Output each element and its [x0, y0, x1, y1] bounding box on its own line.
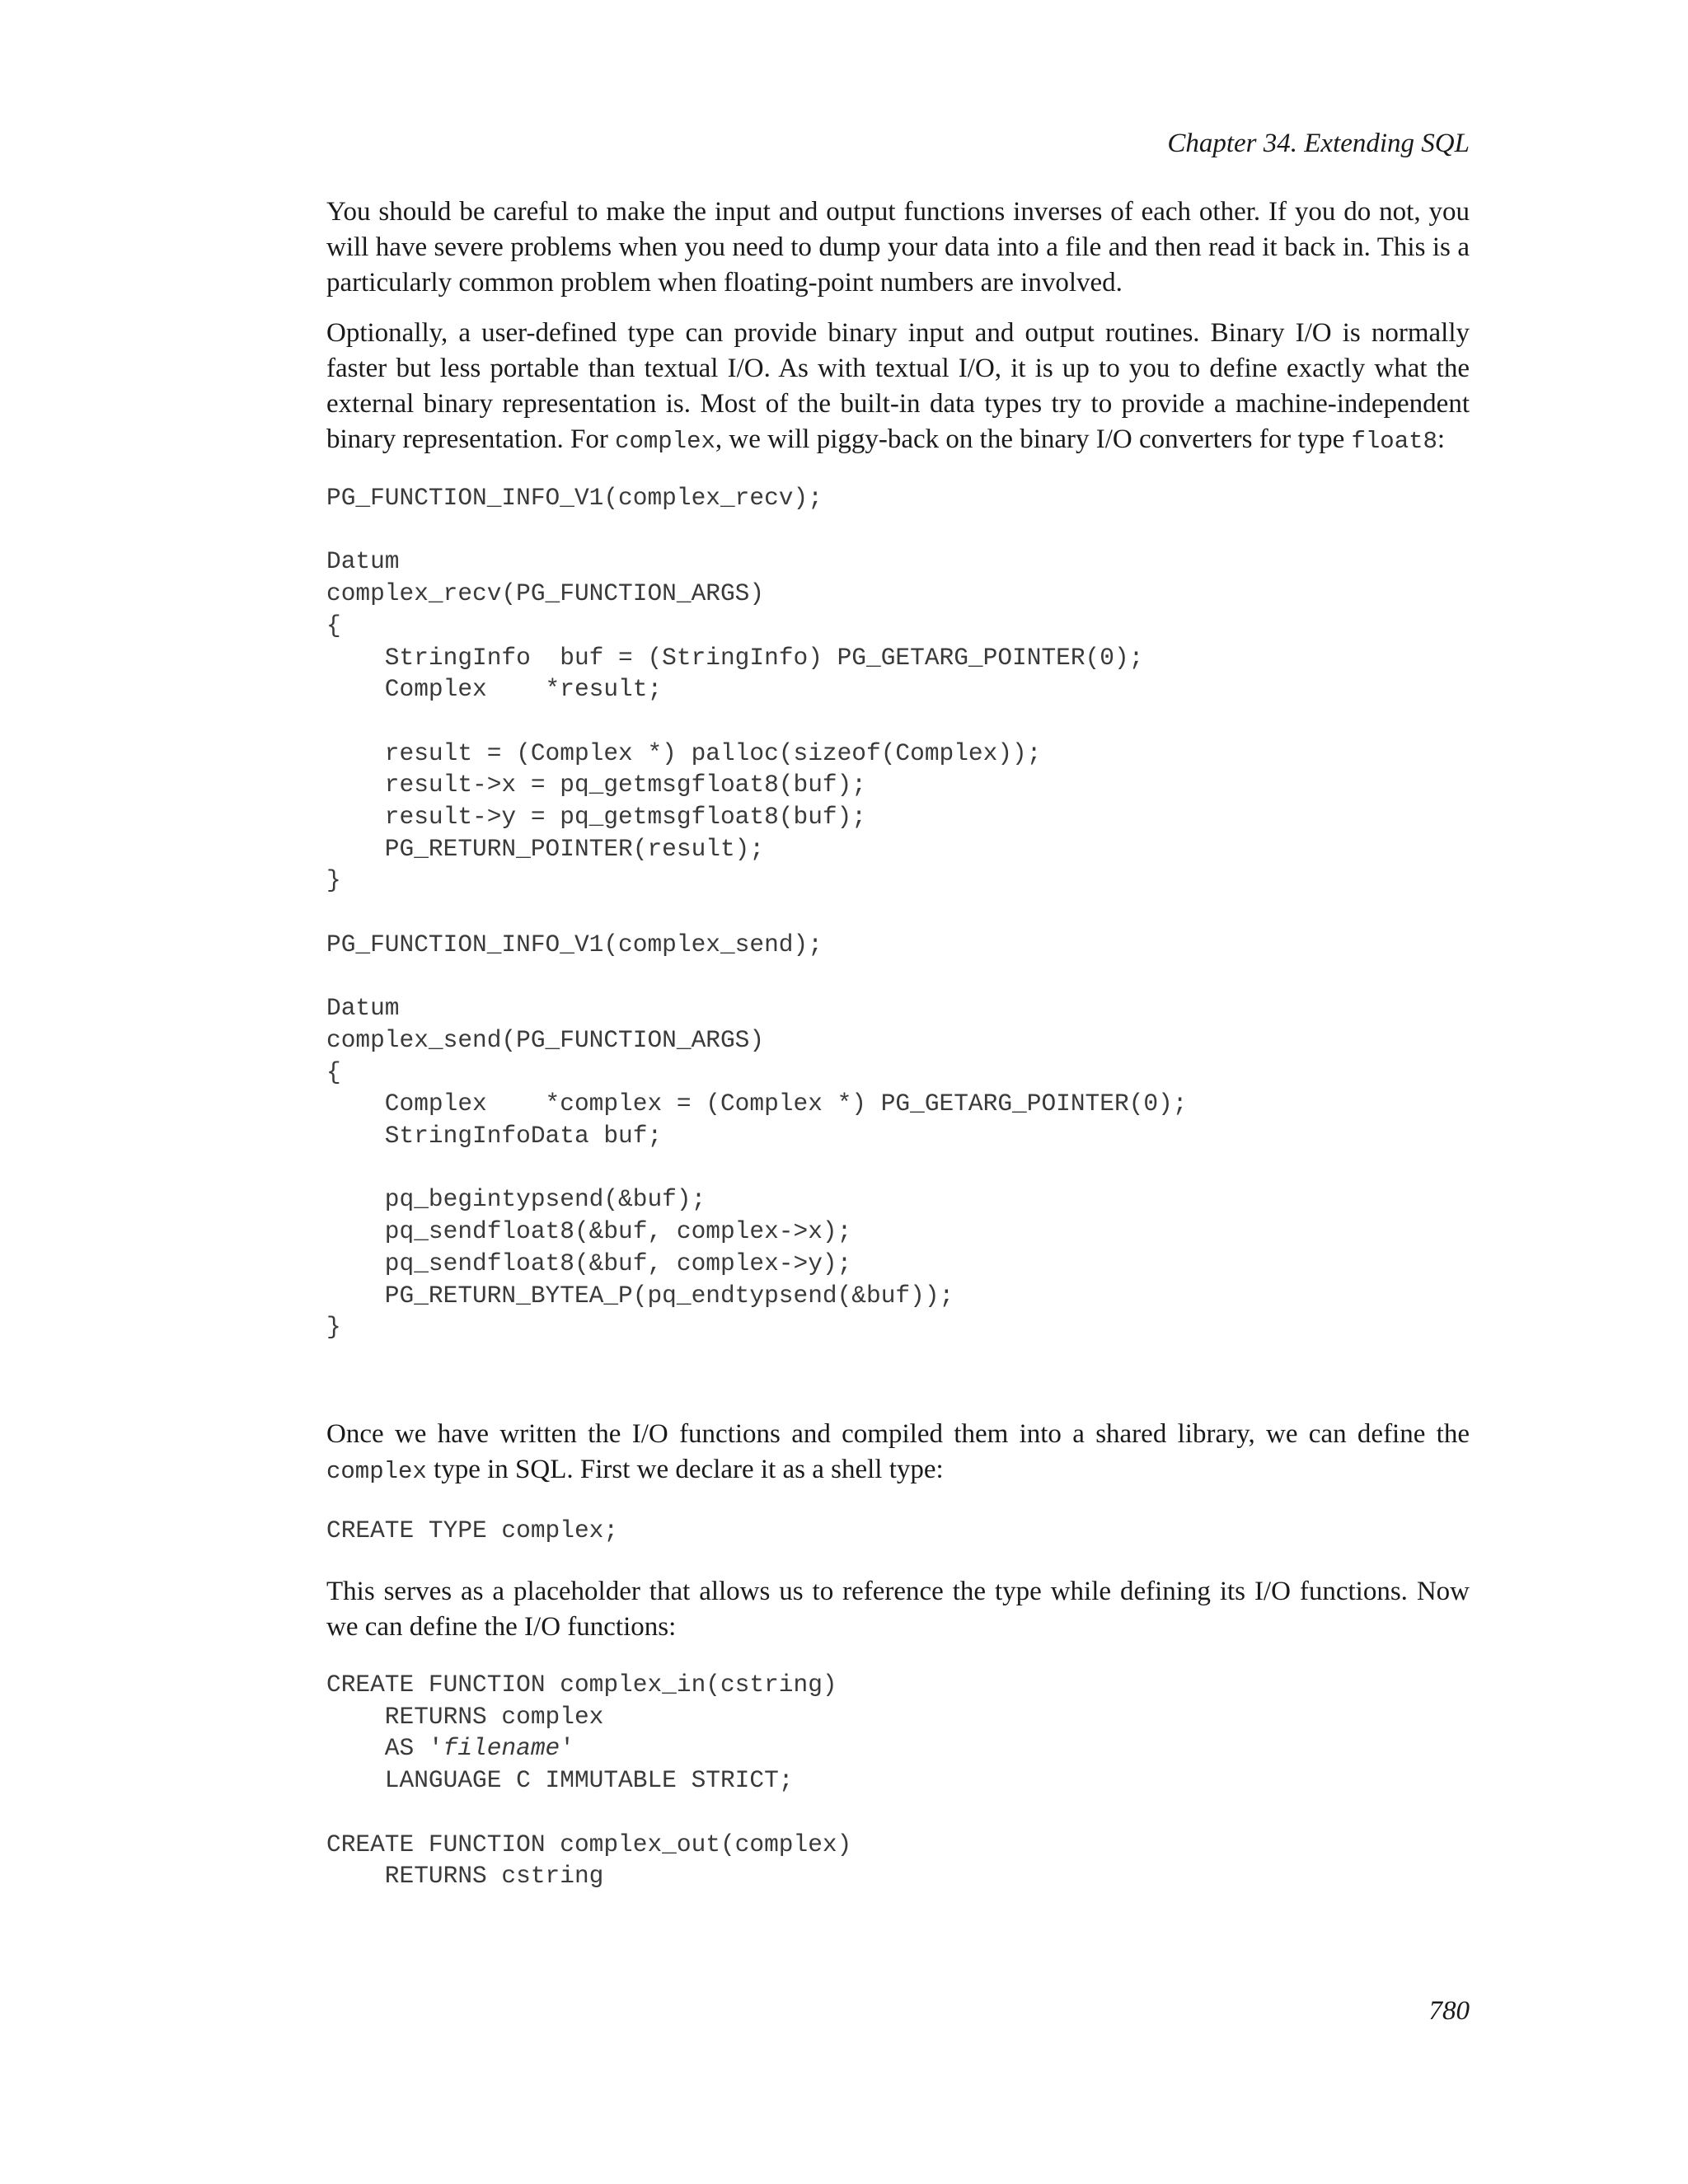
paragraph-define-type-text-b: type in SQL. First we declare it as a shell type: [426, 1455, 944, 1484]
code-block-recv-send: PG_FUNCTION_INFO_V1(complex_recv); Datum complex_recv(PG_FUNCTION_ARGS) { StringInfo buf = (StringInfo) PG_GETARG_POINTER(0); Complex *result; result = (Complex *) palloc(sizeof(Complex)); result->x = pq_getmsgfloat8(buf); result->y = pq_getmsgfloat8(buf); PG_RETURN_POINTER(result); } PG_FUNCTION_INFO_V1(complex_send); Datum complex_send(PG_FUNCTION_ARGS) { Complex *complex = (Complex *) PG_GETARG_POINTER(0); StringInfoData buf; pq_begintypsend(&buf); pq_sendfloat8(&buf, complex->x); pq_sendfloat8(&buf, complex->y); PG_RETURN_BYTEA_P(pq_endtypsend(&buf)); } [326, 484, 1188, 1342]
code-block-create-functions-a: CREATE FUNCTION complex_in(cstring) RETURNS complex AS ' [326, 1671, 837, 1763]
paragraph-define-type [326, 1417, 1470, 1489]
code-block-create-type: CREATE TYPE complex; [326, 1516, 619, 1544]
code-block-create-functions [326, 1669, 851, 1892]
code-block-create-functions-b: ' LANGUAGE C IMMUTABLE STRICT; CREATE FUNCTION complex_out(complex) RETURNS cstring [326, 1734, 852, 1891]
running-header: Chapter 34. Extending SQL [1167, 129, 1470, 158]
page-number: 780 [1428, 1996, 1470, 2026]
paragraph-binary-io [326, 316, 1470, 459]
paragraph-define-type-text-a: Once we have written the I/O functions and compiled them into a shared library, we can define the [326, 1419, 1470, 1449]
paragraph-binary-io-text-b: , we will piggy-back on the binary I/O converters for type [715, 424, 1352, 454]
inline-code-complex: complex [615, 428, 715, 455]
inline-code-complex-2: complex [326, 1458, 427, 1485]
paragraph-inverse-functions: You should be careful to make the input and output functions inverses of each other. If you do not, you will have severe problems when you need to dump your data into a file and then read it back in. This is a particularly common problem when floating-point numbers are involved. [326, 197, 1470, 298]
paragraph-placeholder: This serves as a placeholder that allows us to reference the type while defining its I/O functions. Now we can define the I/O functions: [326, 1577, 1470, 1642]
code-placeholder-filename: filename [443, 1734, 560, 1763]
paragraph-binary-io-text-a: Optionally, a user-defined type can provide binary input and output routines. Binary I/O is normally faster but less portable than textual I/O. As with textual I/O, it is up to you to define exactly what the external binary representation is. Most of the built-in data types try to provide a machine-independent binary representation. For [326, 318, 1470, 454]
inline-code-float8: float8 [1351, 428, 1437, 455]
paragraph-binary-io-text-c: : [1437, 424, 1446, 454]
